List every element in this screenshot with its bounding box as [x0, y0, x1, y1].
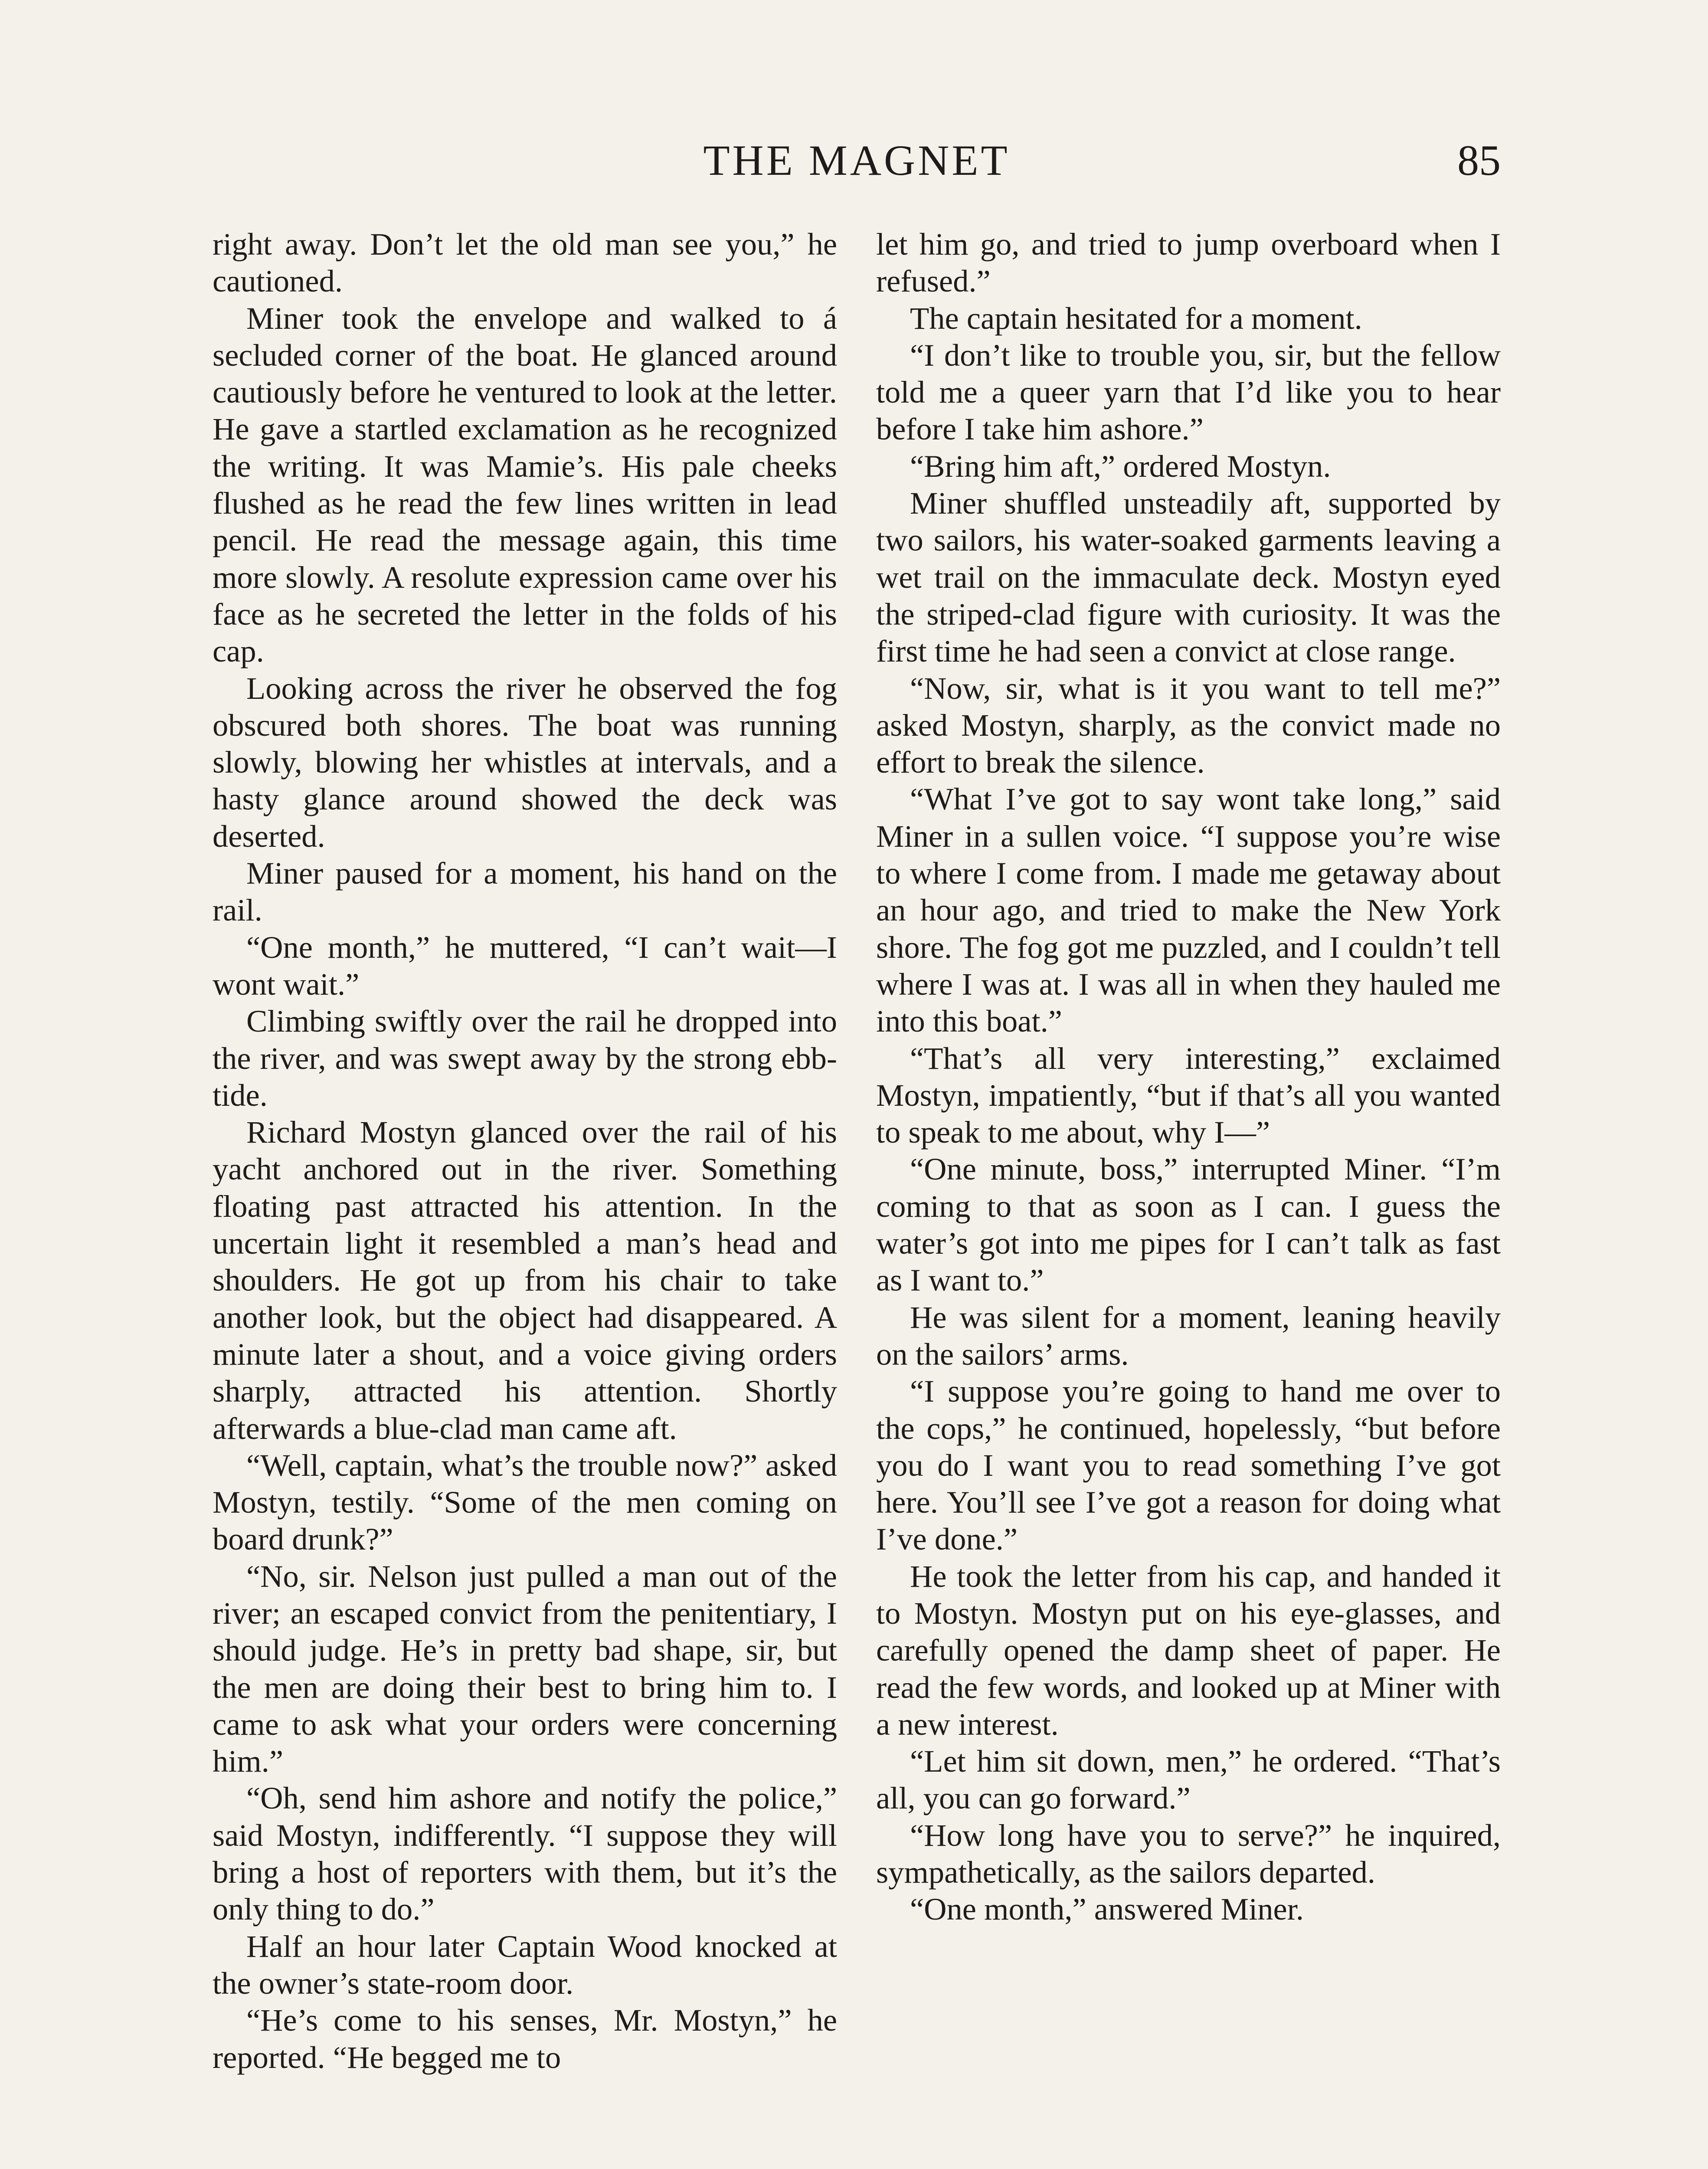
paragraph: “That’s all very interesting,” exclaimed Mostyn, impatiently, “but if that’s all you wanted to speak to me about, why I—”: [876, 1040, 1501, 1150]
paragraph: “He’s come to his senses, Mr. Mostyn,” he reported. “He begged me to: [213, 2002, 837, 2075]
running-header: [213, 130, 1501, 191]
paragraph: “One minute, boss,” interrupted Miner. “I’m coming to that as soon as I can. I guess the water’s got into me pipes for I can’t talk as fast as I want to.”: [876, 1151, 1501, 1298]
paragraph: Climbing swiftly over the rail he dropped into the river, and was swept away by the strong ebb-tide.: [213, 1003, 837, 1113]
paragraph: “One month,” he muttered, “I can’t wait—I wont wait.”: [213, 929, 837, 1002]
paragraph: “I don’t like to trouble you, sir, but the fellow told me a queer yarn that I’d like you to hear before I take him ashore.”: [876, 337, 1501, 447]
paragraph: “No, sir. Nelson just pulled a man out of the river; an escaped convict from the penitentiary, I should judge. He’s in pretty bad shape, sir, but the men are doing their best to bring him to. I came to ask what your orders were concerning him.”: [213, 1558, 837, 1779]
paragraph: “I suppose you’re going to hand me over to the cops,” he continued, hopelessly, “but before you do I want you to read something I’ve got here. You’ll see I’ve got a reason for doing what I’ve done.”: [876, 1373, 1501, 1557]
paragraph: He took the letter from his cap, and handed it to Mostyn. Mostyn put on his eye-glasses, and carefully opened the damp sheet of paper. He read the few words, and looked up at Miner with a new interest.: [876, 1558, 1501, 1742]
paragraph: “Bring him aft,” ordered Mostyn.: [910, 448, 1331, 484]
page-number: 85: [1457, 136, 1501, 184]
paragraph: “Oh, send him ashore and notify the police,” said Mostyn, indifferently. “I suppose they will bring a host of reporters with them, but it’s the only thing to do.”: [213, 1780, 837, 1927]
right-text-column: [876, 226, 1501, 1928]
paragraph: “How long have you to serve?” he inquired, sympathetically, as the sailors departed.: [876, 1817, 1501, 1890]
paragraph: “Now, sir, what is it you want to tell me?” asked Mostyn, sharply, as the convict made no effort to break the silence.: [876, 670, 1501, 780]
magazine-title: THE MAGNET: [703, 136, 1010, 184]
paragraph: “One month,” answered Miner.: [910, 1891, 1304, 1927]
paragraph: Half an hour later Captain Wood knocked at the owner’s state-room door.: [213, 1928, 837, 2001]
paragraph: He was silent for a moment, leaning heavily on the sailors’ arms.: [876, 1299, 1501, 1372]
left-text-column: [213, 226, 837, 2076]
paragraph: “What I’ve got to say wont take long,” said Miner in a sullen voice. “I suppose you’re wise to where I come from. I made me getaway about an hour ago, and tried to make the New York shore. The fog got me puzzled, and I couldn’t tell where I was at. I was all in when they hauled me into this boat.”: [876, 781, 1501, 1039]
paragraph: “Let him sit down, men,” he ordered. “That’s all, you can go forward.”: [876, 1743, 1501, 1816]
paragraph: Miner paused for a moment, his hand on the rail.: [213, 855, 837, 928]
paragraph: The captain hesitated for a moment.: [910, 300, 1362, 336]
paragraph: Miner shuffled unsteadily aft, supported by two sailors, his water-soaked garments leaving a wet trail on the immaculate deck. Mostyn eyed the striped-clad figure with curiosity. It was the first time he had seen a convict at close range.: [876, 485, 1501, 669]
paragraph: Richard Mostyn glanced over the rail of his yacht anchored out in the river. Something floating past attracted his attention. In the uncertain light it resembled a man’s head and shoulders. He got up from his chair to take another look, but the object had disappeared. A minute later a shout, and a voice giving orders sharply, attracted his attention. Shortly afterwards a blue-clad man came aft.: [213, 1114, 837, 1446]
paragraph: “Well, captain, what’s the trouble now?” asked Mostyn, testily. “Some of the men coming on board drunk?”: [213, 1447, 837, 1557]
paragraph: right away. Don’t let the old man see you,” he cautioned.: [213, 226, 837, 299]
paragraph: Looking across the river he observed the fog obscured both shores. The boat was running slowly, blowing her whistles at intervals, and a hasty glance around showed the deck was deserted.: [213, 670, 837, 854]
paragraph: Miner took the envelope and walked to á secluded corner of the boat. He glanced around cautiously before he ventured to look at the letter. He gave a startled exclamation as he recognized the writing. It was Mamie’s. His pale cheeks flushed as he read the few lines written in lead pencil. He read the message again, this time more slowly. A resolute expression came over his face as he secreted the letter in the folds of his cap.: [213, 300, 837, 669]
paragraph: let him go, and tried to jump overboard when I refused.”: [876, 226, 1501, 299]
